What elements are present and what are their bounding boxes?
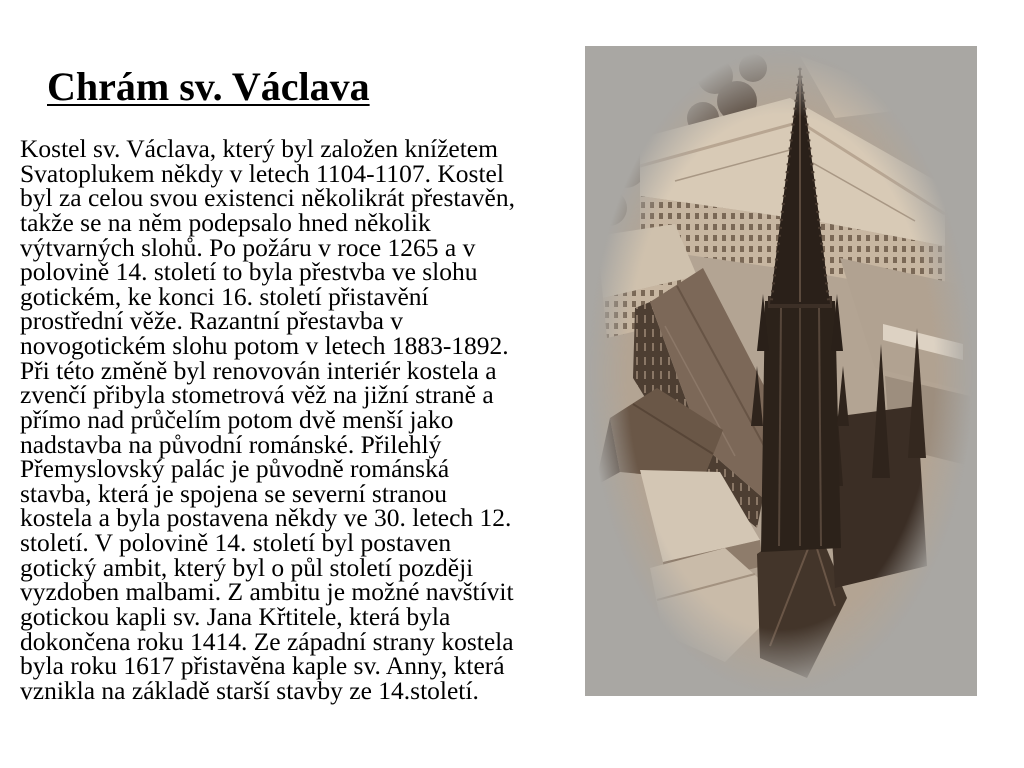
body-line: polovině 14. století to byla přestvba ve slohu <box>20 257 478 287</box>
body-line: Přemyslovský palác je původně románská <box>20 454 450 484</box>
vignette-photo <box>585 46 977 696</box>
body-line: století. V polovině 14. století byl postaven <box>20 528 452 557</box>
body-line: kostela a byla postavena někdy ve 30. letech 12. <box>20 503 512 533</box>
body-line: stavba, která je spojena se severní stranou <box>20 478 447 508</box>
body-line: gotickém, ke konci 16. století přistavění <box>20 281 429 311</box>
body-text <box>20 134 580 705</box>
body-line: novogotickém slohu potom v letech 1883-1892. <box>20 331 509 360</box>
body-line: vyzdoben malbami. Z ambitu je možné navštívit <box>20 577 514 607</box>
photo-frame <box>585 46 977 696</box>
body-line: Kostel sv. Václava, který byl založen knížetem <box>20 134 498 163</box>
body-line: takže se na něm podepsalo hned několik <box>20 207 431 237</box>
body-line: Při této změně byl renovován interiér kostela a <box>20 355 497 385</box>
main-tower <box>751 294 849 552</box>
body-line: gotickou kapli sv. Jana Křtitele, která byla <box>20 601 451 631</box>
body-line: vznikla na základě starší stavby ze 14.století. <box>20 675 479 705</box>
cathedral-photo <box>585 46 977 696</box>
body-line: gotický ambit, který byl o půl století později <box>20 552 474 582</box>
body-line: byla roku 1617 přistavěna kaple sv. Anny, která <box>20 651 505 681</box>
body-line: výtvarných slohů. Po požáru v roce 1265 a v <box>20 232 476 262</box>
body-line: nadstavba na původní románské. Přilehlý <box>20 429 442 459</box>
body-line: prostřední věže. Razantní přestavba v <box>20 306 404 336</box>
body-line: zvenčí přibyla stometrová věž na jižní straně a <box>20 380 494 410</box>
slide-title: Chrám sv. Václava <box>47 64 370 109</box>
body-line: přímo nad průčelím potom dvě menší jako <box>20 404 454 434</box>
body-line: byl za celou svou existenci několikrát přestavěn, <box>20 183 515 213</box>
body-line: dokončena roku 1414. Ze západní strany kostela <box>20 626 514 656</box>
body-line: Svatoplukem někdy v letech 1104-1107. Kostel <box>20 158 504 188</box>
